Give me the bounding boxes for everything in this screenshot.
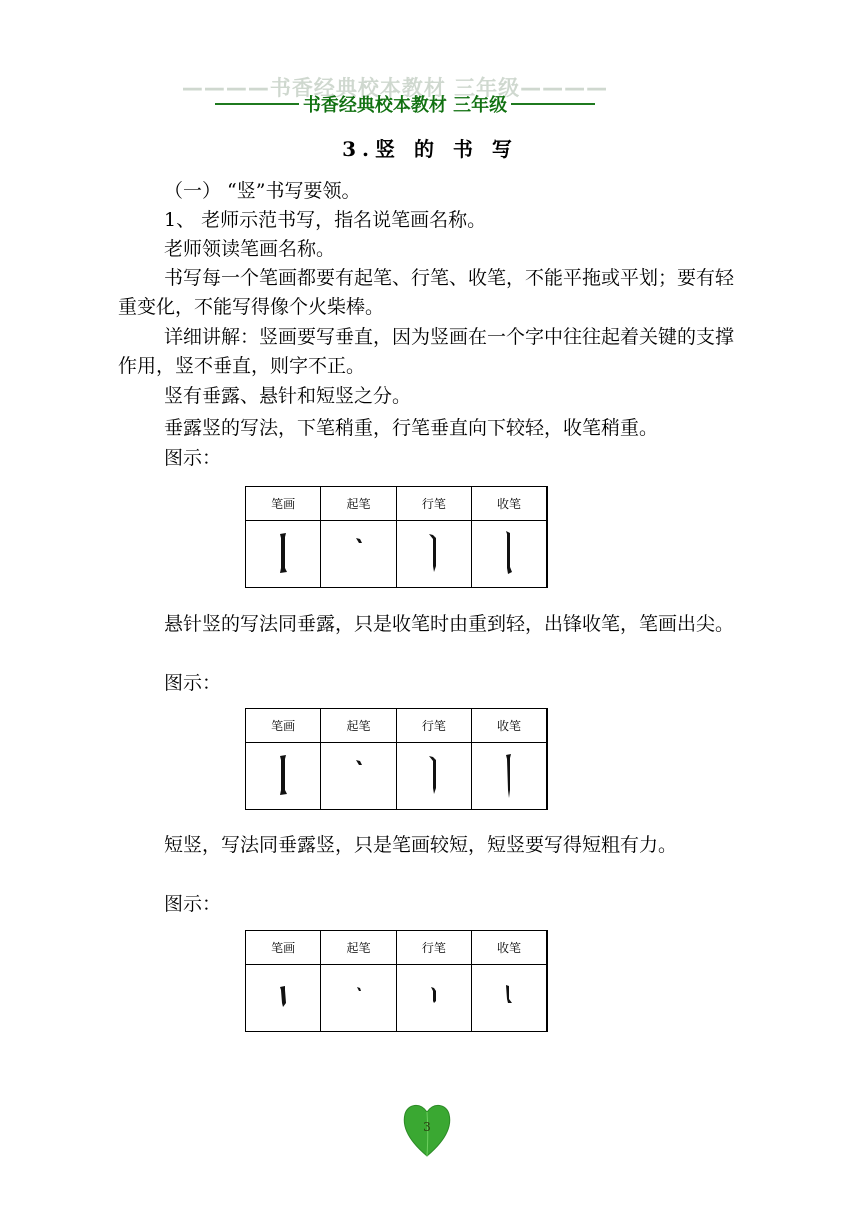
figure-caption: 图示： bbox=[164, 893, 222, 915]
paragraph: 详细讲解：竖画要写垂直，因为竖画在一个字中往往起着关键的支撑作用，竖不垂直，则字不正。 bbox=[118, 326, 735, 377]
table-header-cell: 笔画 bbox=[246, 709, 321, 743]
start-stroke-image bbox=[321, 965, 396, 1032]
mid-stroke-image bbox=[396, 521, 471, 588]
table-header-cell: 行笔 bbox=[396, 487, 471, 521]
table-header-cell: 收笔 bbox=[472, 931, 547, 965]
header-right-rule bbox=[511, 103, 595, 105]
figure-caption: 图示： bbox=[164, 447, 222, 469]
end-stroke-image bbox=[472, 965, 547, 1032]
page-number: 3 bbox=[423, 1120, 431, 1134]
paragraph: 书写每一个笔画都要有起笔、行笔、收笔，不能平拖或平划；要有轻重变化，不能写得像个火柴棒。 bbox=[118, 267, 735, 318]
table-header-cell: 起笔 bbox=[321, 487, 396, 521]
stroke-table-chuilu bbox=[245, 486, 548, 588]
header-shadow-text: ————书香经典校本教材 三年级———— bbox=[181, 76, 609, 100]
running-header bbox=[0, 70, 860, 120]
mid-stroke-image bbox=[396, 965, 471, 1032]
table-header-cell: 收笔 bbox=[472, 487, 547, 521]
table-header-cell: 行笔 bbox=[396, 709, 471, 743]
stroke-table-xuanzhen bbox=[245, 708, 548, 810]
paragraph: 1、 老师示范书写，指名说笔画名称。 bbox=[164, 209, 487, 231]
header-main bbox=[215, 91, 595, 117]
paragraph: 短竖，写法同垂露竖，只是笔画较短，短竖要写得短粗有力。 bbox=[164, 834, 678, 856]
table-header-cell: 笔画 bbox=[246, 487, 321, 521]
header-left-rule bbox=[215, 103, 299, 105]
paragraph: 垂露竖的写法，下笔稍重，行笔垂直向下较轻，收笔稍重。 bbox=[164, 417, 659, 439]
table-header-cell: 起笔 bbox=[321, 931, 396, 965]
table-header-cell: 起笔 bbox=[321, 709, 396, 743]
table-header-cell: 笔画 bbox=[246, 931, 321, 965]
paragraph: 竖有垂露、悬针和短竖之分。 bbox=[164, 385, 412, 407]
figure-caption: 图示： bbox=[164, 672, 222, 694]
table-header-cell: 行笔 bbox=[396, 931, 471, 965]
full-stroke-image bbox=[246, 521, 321, 588]
full-stroke-image bbox=[246, 965, 321, 1032]
stroke-table-duanshu bbox=[245, 930, 548, 1032]
end-stroke-image bbox=[472, 743, 547, 810]
paragraph: 悬针竖的写法同垂露，只是收笔时由重到轻，出锋收笔，笔画出尖。 bbox=[164, 613, 735, 635]
start-stroke-image bbox=[321, 521, 396, 588]
header-title: 书香经典校本教材 三年级 bbox=[302, 95, 508, 116]
full-stroke-image bbox=[246, 743, 321, 810]
section-heading: （一） “竖”书写要领。 bbox=[164, 180, 361, 202]
paragraph: 老师领读笔画名称。 bbox=[164, 238, 336, 260]
lesson-title: 3.竖 的 书 写 bbox=[342, 137, 518, 161]
table-header-cell: 收笔 bbox=[472, 709, 547, 743]
mid-stroke-image bbox=[396, 743, 471, 810]
start-stroke-image bbox=[321, 743, 396, 810]
end-stroke-image bbox=[472, 521, 547, 588]
